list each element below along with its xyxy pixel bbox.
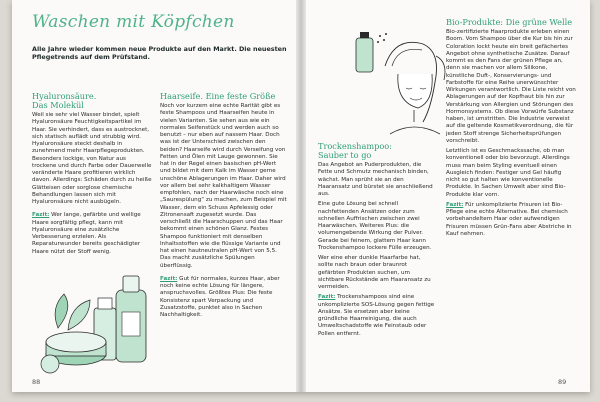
left-page <box>12 0 302 392</box>
haarseife-heading: Haarseife. Eine feste Größe <box>160 91 276 101</box>
page-title: Waschen mit Köpfchen <box>32 12 235 32</box>
bio-body-1: Bio-zertifizierte Haarprodukte erleben einen Boom. Vom Shampoo über die Kur bis hin zur Coloration lockt heute ein breit gefächertes Angebot ohne synthetische Zusätze. Darauf kommt es den Fans der grünen Pflege an, denn sie machen vor allem Silikone, künstliche Duft-, Konservierungs- und Farbstoffe für eine Reihe unerwünschter Wirkungen verantwortlich. Die Liste reicht von Ablagerungen auf der Kopfhaut bis hin zur Verstärkung von Allergien und Störungen des Hormonsystems. Ob diese Vorwürfe Substanz haben, ist umstritten. Die Industrie verweist auf die geltende Kosmetikverordnung, die für jeden Stoff strenge Sicherheitsprüfungen vorschreibt. <box>446 29 576 144</box>
fazit-label: Fazit: <box>32 212 50 219</box>
trockenshampoo-body-3: Wer eine eher dunkle Haarfarbe hat, sollte nach braun oder braunrot gefärbten Produkten suchen, um sichtbare Rückstände am Haaransatz zu vermeiden. <box>318 255 431 290</box>
fazit-label: Fazit: <box>318 294 336 301</box>
hyaluron-body: Weil sie sehr viel Wasser bindet, spielt Hyaluronsäure Feuchtigkeitspartikel im Haar. Sie verhindert, dass es austrocknet, sich statisch auflädt und strubbig wird. Hyaluronsäure steckt deshalb in zunehmend mehr Haarpflegeprodukten. Besonders lockige, von Natur aus trockene und durch Farbe oder Dauerwelle veränderte Haare profitieren wirklich davon. Allerdings: Schäden durch zu heiße Glätteisen oder sorglose chemische Behandlungen lassen sich mit Hyaluronsäure nicht ausbügeln. <box>32 112 152 205</box>
hyaluron-heading-line1: Hyaluronsäure. <box>32 91 97 101</box>
book-spread <box>12 0 590 392</box>
bio-fazit <box>446 202 576 238</box>
bio-produkte-heading: Bio-Produkte: Die grüne Welle <box>446 17 573 27</box>
fazit-label: Fazit: <box>160 275 178 282</box>
hyaluron-column <box>32 92 152 259</box>
haarseife-body: Noch vor kurzem eine echte Rarität gibt es feste Shampoos und Haarseifen heute in vielen Varianten. Sie sehen aus wie ein normales Seifenstück und werden auch so benutzt – nur eben auf nassem Haar. Doch was ist der Unterschied zwischen den beiden? Haarseife wird durch Verseifung von Fetten und Ölen mit Lauge gewonnen. Sie hat in der Regel einen basischen pH-Wert und bildet mit dem Kalk im Wasser gerne unschöne Ablagerungen im Haar. Daher wird vor allem bei sehr kalkhaltigem Wasser empfohlen, nach der Haarwäsche noch eine „Saurespülung“ zu machen, zum Beispiel mit Wasser, dem ein Schuss Apfelessig oder Zitronensaft zugesetzt wurde. Das verschließt die Haarschuppen und das Haar bekommt einen schönen Glanz. Festes Shampoo funktioniert mit denselben Inhaltsstoffen wie die flüssige Variante und hat einen hautneutralen pH-Wert von 5,5. Das macht zusätzliche Spülungen überflüssig. <box>160 103 287 269</box>
fazit-text: Gut für normales, kurzes Haar, aber noch keine echte Lösung für längere, anspruchsvolles. Größtes Plus: Die feste Konsistenz spart Verpackung und Zusatzstoffe, punktet also in Sachen Nachhaltigkeit. <box>160 275 280 318</box>
hyaluron-heading <box>32 92 152 110</box>
fazit-label: Fazit: <box>446 201 464 208</box>
trockenshampoo-body-1: Das Angebot an Puderprodukten, die Fette und Schmutz mechanisch binden, wächst. Man sprüht sie an den Haaransatz und bürstet sie anschließend aus. <box>318 162 433 197</box>
hyaluron-heading-line2: Das Molekül <box>32 100 84 110</box>
fazit-text: Trockenshampoos sind eine unkomplizierte SOS-Lösung gegen fettige Ansätze. Sie ersetzen aber keine gründliche Haarreinigung, die auch Umweltschadstoffe wie Feinstaub oder Pollen entfernt. <box>318 294 435 337</box>
trockenshampoo-fazit <box>318 294 436 338</box>
page-number-left: 88 <box>32 378 41 386</box>
bio-produkte-column <box>446 18 576 241</box>
fazit-text: Für unkomplizierte Frisuren ist Bio-Pflege eine echte Alternative. Bei chemisch vorbehandeltem Haar oder aufwendigen Frisuren müssen Grün-Fans aber Abstriche in Kauf nehmen. <box>446 201 572 237</box>
fazit-text: Wer lange, gefärbte und wellige Haare sorgfältig pflegt, kann mit Hyaluronsäure eine zusätzliche Verbesserung erzielen. Als Reparaturwunder bereits geschädigter Haare nützt der Stoff wenig. <box>32 212 141 255</box>
right-page <box>300 0 590 392</box>
trockenshampoo-body-2: Eine gute Lösung bei schnell nachfettenden Ansätzen oder zum schnellen Auffrischen zwischen zwei Haarwäschen. Weiteres Plus: die volumengebende Wirkung der Pulver. Gerade bei feinem, glattem Haar kann Trockenshampoo lockere Fülle erzeugen. <box>318 201 432 251</box>
woman-with-dry-shampoo-illustration <box>340 26 450 146</box>
bio-body-2: Letztlich ist es Geschmackssache, ob man konventionell oder bio bevorzugt. Allerdings muss man beim Styling eventuell einen Ausgleich finden: Festiger und Gel häufig nicht so gut halten wie konventionelle Produkte. In Sachen Umwelt aber sind Bio-Produkte klar vorn. <box>446 148 570 198</box>
haarseife-column <box>160 92 288 322</box>
haarseife-fazit <box>160 276 288 320</box>
cosmetics-products-illustration <box>38 268 156 380</box>
trockenshampoo-column <box>318 142 436 341</box>
intro-text: Alle Jahre wieder kommen neue Produkte auf den Markt. Die neuesten Pflegetrends auf dem Prüfstand. <box>32 45 287 62</box>
page-number-right: 89 <box>558 378 567 386</box>
trockenshampoo-heading-line2: Sauber to go <box>318 150 372 160</box>
hyaluron-fazit <box>32 212 152 256</box>
trockenshampoo-heading-line1: Trockenshampoo: <box>318 141 392 151</box>
trockenshampoo-heading <box>318 142 436 160</box>
